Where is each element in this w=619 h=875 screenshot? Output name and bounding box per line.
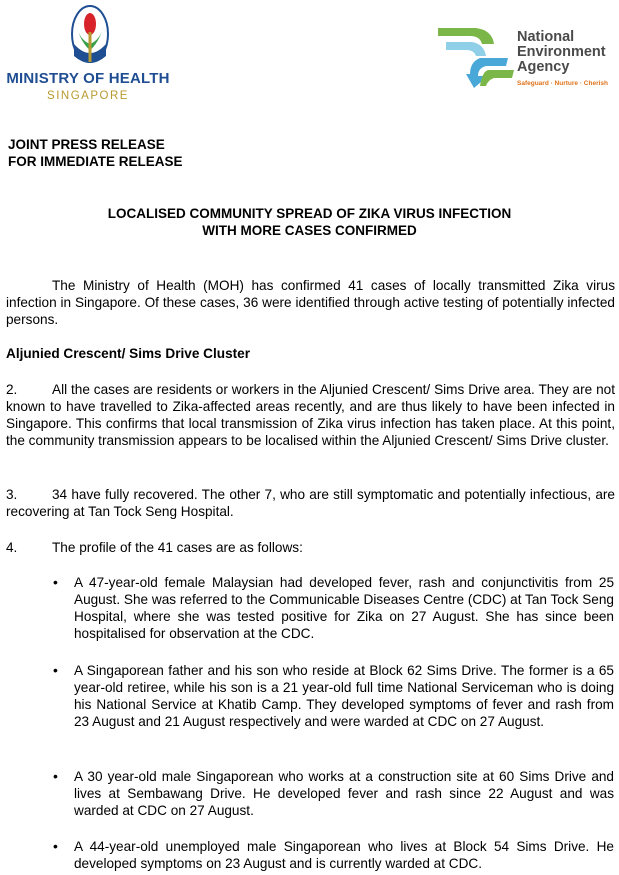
moh-sub: SINGAPORE bbox=[47, 90, 129, 102]
title-line-2: WITH MORE CASES CONFIRMED bbox=[202, 223, 417, 238]
paragraph-number: 2. bbox=[6, 382, 18, 397]
nea-swirl-icon bbox=[436, 24, 516, 90]
nea-tagline: Safeguard · Nurture · Cherish bbox=[517, 80, 609, 87]
cluster-subheading: Aljunied Crescent/ Sims Drive Cluster bbox=[6, 346, 251, 361]
paragraph-4: 4. The profile of the 41 cases are as follows: bbox=[6, 540, 303, 555]
heading-line-2: FOR IMMEDIATE RELEASE bbox=[8, 154, 183, 169]
list-item: A Singaporean father and his son who reside at Block 62 Sims Drive. The former is a 65 year-old retiree, while his son is a 21 year-old full time National Serviceman who is doing his National Service at Khatib Camp. They developed symptoms of fever and rash from 23 August and 21 August respectively and were warded at CDC on 27 August. bbox=[74, 663, 614, 729]
paragraph-number: 4. bbox=[6, 540, 18, 555]
nea-name: National Environment Agency bbox=[517, 29, 606, 75]
bullet-icon: • bbox=[53, 838, 58, 854]
list-item: A 44-year-old unemployed male Singaporean who lives at Block 54 Sims Drive. He developed symptoms on 23 August and is currently warded at CDC. bbox=[74, 839, 614, 871]
moh-name: MINISTRY OF HEALTH bbox=[6, 70, 170, 87]
paragraph-number: 3. bbox=[6, 487, 18, 502]
title-line-1: LOCALISED COMMUNITY SPREAD OF ZIKA VIRUS INFECTION bbox=[107, 206, 512, 221]
moh-emblem-icon bbox=[70, 4, 110, 70]
list-item: A 47-year-old female Malaysian had developed fever, rash and conjunctivitis from 25 August. She was referred to the Communicable Diseases Centre (CDC) at Tan Tock Seng Hospital, where she was tested positive for Zika on 27 August. She has since been hospitalised for observation at the CDC. bbox=[74, 575, 614, 641]
moh-logo bbox=[4, 4, 172, 104]
paragraph-3: 3. 34 have fully recovered. The other 7, who are still symptomatic and potentially infectious, are recovering at Tan Tock Seng Hospital. bbox=[6, 487, 615, 519]
paragraph-2: 2. All the cases are residents or workers in the Aljunied Crescent/ Sims Drive area. They are not known to have travelled to Zika-affected areas recently, and are thus likely to have been infected in Singapore. This confirms that local transmission of Zika virus infection has taken place. At this point, the community transmission appears to be localised within the Aljunied Crescent/ Sims Drive cluster. bbox=[6, 382, 615, 448]
heading-line-1: JOINT PRESS RELEASE bbox=[8, 137, 165, 152]
list-item: A 30 year-old male Singaporean who works at a construction site at 60 Sims Drive and lives at Sembawang Drive. He developed fever and rash since 22 August and was warded at CDC on 27 August. bbox=[74, 769, 614, 818]
bullet-icon: • bbox=[53, 768, 58, 784]
bullet-icon: • bbox=[53, 574, 58, 590]
intro-paragraph: The Ministry of Health (MOH) has confirmed 41 cases of locally transmitted Zika virus infection in Singapore. Of these cases, 36 were identified through active testing of potentially infected persons. bbox=[6, 278, 615, 327]
nea-logo bbox=[436, 24, 616, 94]
bullet-icon: • bbox=[53, 662, 58, 678]
document-title bbox=[0, 205, 619, 239]
release-heading bbox=[8, 136, 183, 170]
